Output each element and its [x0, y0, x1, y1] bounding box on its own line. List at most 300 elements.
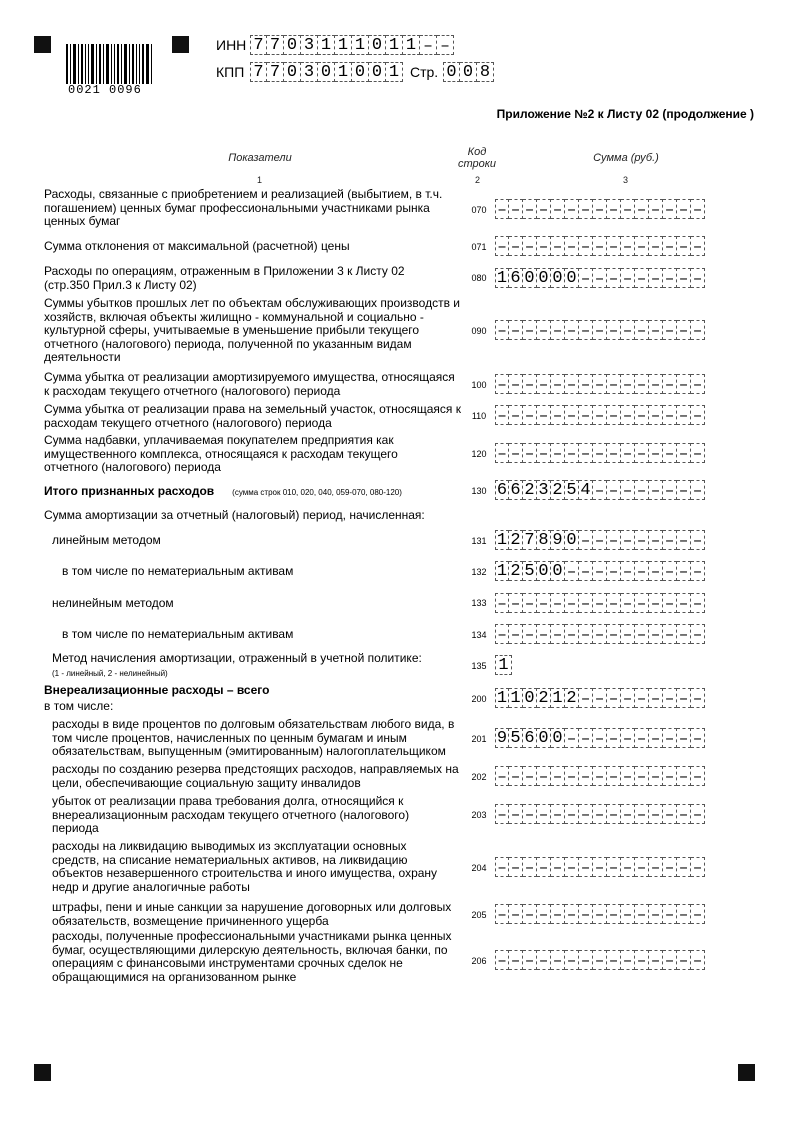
digit-cell[interactable]: – [649, 857, 663, 877]
digit-cell[interactable]: – [663, 950, 677, 970]
digit-cell[interactable]: – [523, 593, 537, 613]
digit-cell[interactable]: – [663, 561, 677, 581]
digit-cell[interactable]: – [551, 320, 565, 340]
amount-cells-134[interactable] [495, 624, 705, 644]
digit-cell[interactable]: – [677, 443, 691, 463]
digit-cell[interactable]: – [579, 236, 593, 256]
digit-cell[interactable]: – [607, 593, 621, 613]
digit-cell[interactable]: – [551, 374, 565, 394]
digit-cell[interactable]: – [537, 593, 551, 613]
digit-cell[interactable]: – [523, 443, 537, 463]
digit-cell[interactable]: – [495, 320, 509, 340]
digit-cell[interactable]: – [537, 804, 551, 824]
digit-cell[interactable]: – [677, 268, 691, 288]
digit-cell[interactable]: – [691, 728, 705, 748]
amount-cells-070[interactable] [495, 199, 705, 219]
digit-cell[interactable]: – [607, 950, 621, 970]
digit-cell[interactable]: – [565, 320, 579, 340]
digit-cell[interactable]: – [565, 593, 579, 613]
digit-cell[interactable]: – [537, 405, 551, 425]
digit-cell[interactable]: – [621, 320, 635, 340]
digit-cell[interactable]: 7 [267, 35, 284, 55]
digit-cell[interactable]: – [607, 688, 621, 708]
digit-cell[interactable]: 0 [369, 35, 386, 55]
digit-cell[interactable]: – [607, 624, 621, 644]
digit-cell[interactable]: – [579, 804, 593, 824]
digit-cell[interactable]: – [663, 904, 677, 924]
digit-cell[interactable]: – [509, 236, 523, 256]
digit-cell[interactable]: 1 [352, 35, 369, 55]
digit-cell[interactable]: – [677, 236, 691, 256]
digit-cell[interactable]: 0 [443, 62, 460, 82]
digit-cell[interactable]: – [635, 530, 649, 550]
digit-cell[interactable]: 2 [565, 688, 579, 708]
digit-cell[interactable]: – [649, 199, 663, 219]
digit-cell[interactable]: – [565, 443, 579, 463]
digit-cell[interactable]: – [649, 904, 663, 924]
digit-cell[interactable]: – [509, 405, 523, 425]
digit-cell[interactable]: – [565, 904, 579, 924]
digit-cell[interactable]: 5 [523, 561, 537, 581]
digit-cell[interactable]: – [635, 320, 649, 340]
digit-cell[interactable]: – [495, 950, 509, 970]
digit-cell[interactable]: – [677, 804, 691, 824]
digit-cell[interactable]: – [495, 593, 509, 613]
digit-cell[interactable]: – [649, 236, 663, 256]
digit-cell[interactable]: 0 [318, 62, 335, 82]
digit-cell[interactable]: – [635, 766, 649, 786]
digit-cell[interactable]: – [509, 593, 523, 613]
digit-cell[interactable]: 1 [386, 62, 403, 82]
amount-cells-201[interactable] [495, 728, 705, 748]
digit-cell[interactable]: – [579, 766, 593, 786]
digit-cell[interactable]: – [593, 443, 607, 463]
digit-cell[interactable]: 0 [537, 268, 551, 288]
amortization-method-cell[interactable] [495, 655, 512, 675]
digit-cell[interactable]: – [523, 624, 537, 644]
digit-cell[interactable]: 7 [250, 35, 267, 55]
digit-cell[interactable]: – [677, 480, 691, 500]
digit-cell[interactable]: – [663, 405, 677, 425]
digit-cell[interactable]: – [551, 950, 565, 970]
digit-cell[interactable]: – [495, 804, 509, 824]
digit-cell[interactable]: – [691, 320, 705, 340]
digit-cell[interactable]: – [565, 728, 579, 748]
digit-cell[interactable]: – [593, 804, 607, 824]
digit-cell[interactable]: – [677, 530, 691, 550]
digit-cell[interactable]: – [579, 904, 593, 924]
amount-cells-100[interactable] [495, 374, 705, 394]
digit-cell[interactable]: – [495, 443, 509, 463]
digit-cell[interactable]: – [691, 561, 705, 581]
digit-cell[interactable]: – [551, 405, 565, 425]
digit-cell[interactable]: – [677, 766, 691, 786]
digit-cell[interactable]: – [495, 766, 509, 786]
digit-cell[interactable]: – [677, 857, 691, 877]
digit-cell[interactable]: – [593, 728, 607, 748]
digit-cell[interactable]: – [649, 688, 663, 708]
digit-cell[interactable]: – [649, 950, 663, 970]
digit-cell[interactable]: – [691, 268, 705, 288]
amount-cells-202[interactable] [495, 766, 705, 786]
digit-cell[interactable]: – [509, 320, 523, 340]
digit-cell[interactable]: 1 [509, 688, 523, 708]
digit-cell[interactable]: – [607, 530, 621, 550]
digit-cell[interactable]: – [621, 593, 635, 613]
digit-cell[interactable]: – [593, 268, 607, 288]
digit-cell[interactable]: – [509, 766, 523, 786]
digit-cell[interactable]: – [635, 688, 649, 708]
digit-cell[interactable]: – [495, 624, 509, 644]
digit-cell[interactable]: 1 [335, 62, 352, 82]
amount-cells-200[interactable] [495, 688, 705, 708]
digit-cell[interactable]: – [677, 728, 691, 748]
digit-cell[interactable]: 2 [537, 688, 551, 708]
digit-cell[interactable]: – [649, 480, 663, 500]
digit-cell[interactable]: – [649, 374, 663, 394]
digit-cell[interactable]: – [607, 268, 621, 288]
digit-cell[interactable]: – [621, 374, 635, 394]
digit-cell[interactable]: – [635, 236, 649, 256]
digit-cell[interactable]: – [649, 405, 663, 425]
amount-cells-120[interactable] [495, 443, 705, 463]
digit-cell[interactable]: – [565, 766, 579, 786]
digit-cell[interactable]: – [565, 804, 579, 824]
digit-cell[interactable]: – [691, 236, 705, 256]
digit-cell[interactable]: 7 [523, 530, 537, 550]
digit-cell[interactable]: – [621, 480, 635, 500]
inn-cells[interactable] [250, 35, 454, 55]
digit-cell[interactable]: – [593, 405, 607, 425]
digit-cell[interactable]: – [691, 857, 705, 877]
amount-cells-130[interactable] [495, 480, 705, 500]
digit-cell[interactable]: 6 [509, 480, 523, 500]
digit-cell[interactable]: – [663, 268, 677, 288]
digit-cell[interactable]: – [621, 405, 635, 425]
digit-cell[interactable]: 0 [551, 728, 565, 748]
digit-cell[interactable]: – [551, 236, 565, 256]
digit-cell[interactable]: – [663, 728, 677, 748]
digit-cell[interactable]: – [677, 374, 691, 394]
digit-cell[interactable]: – [537, 766, 551, 786]
digit-cell[interactable]: – [593, 236, 607, 256]
digit-cell[interactable]: – [593, 766, 607, 786]
digit-cell[interactable]: – [663, 443, 677, 463]
digit-cell[interactable]: 0 [523, 268, 537, 288]
digit-cell[interactable]: – [663, 236, 677, 256]
amount-cells-110[interactable] [495, 405, 705, 425]
digit-cell[interactable]: – [649, 320, 663, 340]
digit-cell[interactable]: – [677, 904, 691, 924]
digit-cell[interactable]: – [565, 199, 579, 219]
digit-cell[interactable]: – [579, 405, 593, 425]
digit-cell[interactable]: – [579, 374, 593, 394]
digit-cell[interactable]: – [579, 199, 593, 219]
kpp-cells[interactable] [250, 62, 403, 82]
digit-cell[interactable]: – [635, 950, 649, 970]
digit-cell[interactable]: – [593, 530, 607, 550]
digit-cell[interactable]: 1 [496, 269, 508, 288]
digit-cell[interactable]: 8 [537, 530, 551, 550]
amount-cells-090[interactable] [495, 320, 705, 340]
amount-cells-204[interactable] [495, 857, 705, 877]
digit-cell[interactable]: – [495, 374, 509, 394]
digit-cell[interactable]: – [663, 624, 677, 644]
digit-cell[interactable]: – [677, 624, 691, 644]
digit-cell[interactable]: – [509, 374, 523, 394]
digit-cell[interactable]: – [691, 593, 705, 613]
digit-cell[interactable]: – [635, 728, 649, 748]
digit-cell[interactable]: 1 [551, 688, 565, 708]
digit-cell[interactable]: – [635, 561, 649, 581]
digit-cell[interactable]: – [607, 766, 621, 786]
digit-cell[interactable]: 1 [335, 35, 352, 55]
digit-cell[interactable]: 7 [267, 62, 284, 82]
digit-cell[interactable]: – [649, 593, 663, 613]
digit-cell[interactable]: – [663, 593, 677, 613]
digit-cell[interactable]: – [495, 405, 509, 425]
digit-cell[interactable]: – [537, 236, 551, 256]
digit-cell[interactable]: 0 [551, 268, 565, 288]
digit-cell[interactable]: – [635, 857, 649, 877]
digit-cell[interactable]: – [509, 443, 523, 463]
digit-cell[interactable]: – [607, 561, 621, 581]
digit-cell[interactable]: – [621, 857, 635, 877]
digit-cell[interactable]: – [635, 804, 649, 824]
digit-cell[interactable]: – [607, 804, 621, 824]
digit-cell[interactable]: – [607, 199, 621, 219]
digit-cell[interactable]: – [635, 374, 649, 394]
digit-cell[interactable]: – [635, 624, 649, 644]
amount-cells-133[interactable] [495, 593, 705, 613]
digit-cell[interactable]: 1 [496, 689, 508, 708]
digit-cell[interactable]: – [537, 950, 551, 970]
digit-cell[interactable]: – [663, 688, 677, 708]
digit-cell[interactable]: – [635, 593, 649, 613]
digit-cell[interactable]: – [495, 199, 509, 219]
digit-cell[interactable]: – [635, 268, 649, 288]
digit-cell[interactable]: – [621, 530, 635, 550]
digit-cell[interactable]: – [677, 561, 691, 581]
digit-cell[interactable]: – [565, 624, 579, 644]
digit-cell[interactable]: – [649, 804, 663, 824]
digit-cell[interactable]: – [537, 443, 551, 463]
digit-cell[interactable]: – [537, 199, 551, 219]
digit-cell[interactable]: – [649, 268, 663, 288]
digit-cell[interactable]: – [621, 624, 635, 644]
digit-cell[interactable]: – [593, 561, 607, 581]
digit-cell[interactable]: 0 [284, 35, 301, 55]
digit-cell[interactable]: – [579, 857, 593, 877]
digit-cell[interactable]: – [593, 688, 607, 708]
digit-cell[interactable]: – [579, 624, 593, 644]
digit-cell[interactable]: – [607, 728, 621, 748]
digit-cell[interactable]: – [593, 374, 607, 394]
digit-cell[interactable]: – [495, 236, 509, 256]
digit-cell[interactable]: – [509, 857, 523, 877]
amount-cells-080[interactable] [495, 268, 705, 288]
digit-cell[interactable]: 8 [477, 62, 494, 82]
amount-cells-132[interactable] [495, 561, 705, 581]
digit-cell[interactable]: 2 [523, 480, 537, 500]
digit-cell[interactable]: – [565, 950, 579, 970]
amount-cells-071[interactable] [495, 236, 705, 256]
digit-cell[interactable]: – [663, 480, 677, 500]
digit-cell[interactable]: – [691, 405, 705, 425]
digit-cell[interactable]: – [579, 561, 593, 581]
digit-cell[interactable]: – [649, 443, 663, 463]
digit-cell[interactable]: 2 [551, 480, 565, 500]
digit-cell[interactable]: – [691, 950, 705, 970]
digit-cell[interactable]: – [593, 624, 607, 644]
digit-cell[interactable]: – [649, 728, 663, 748]
digit-cell[interactable]: – [579, 593, 593, 613]
digit-cell[interactable]: – [677, 593, 691, 613]
digit-cell[interactable]: – [621, 268, 635, 288]
digit-cell[interactable]: – [565, 236, 579, 256]
digit-cell[interactable]: – [607, 904, 621, 924]
digit-cell[interactable]: – [523, 236, 537, 256]
digit-cell[interactable]: – [565, 857, 579, 877]
digit-cell[interactable]: 7 [250, 62, 267, 82]
digit-cell[interactable]: – [593, 480, 607, 500]
digit-cell[interactable]: – [509, 950, 523, 970]
digit-cell[interactable]: – [607, 320, 621, 340]
digit-cell[interactable]: – [593, 950, 607, 970]
digit-cell[interactable]: 2 [509, 530, 523, 550]
digit-cell[interactable]: – [495, 857, 509, 877]
digit-cell[interactable]: – [691, 443, 705, 463]
digit-cell[interactable]: – [537, 624, 551, 644]
digit-cell[interactable]: – [593, 320, 607, 340]
digit-cell[interactable]: – [551, 624, 565, 644]
digit-cell[interactable]: – [691, 530, 705, 550]
digit-cell[interactable]: – [509, 624, 523, 644]
digit-cell[interactable]: 9 [496, 729, 508, 748]
digit-cell[interactable]: 3 [537, 480, 551, 500]
digit-cell[interactable]: – [677, 320, 691, 340]
digit-cell[interactable]: 1 [318, 35, 335, 55]
digit-cell[interactable]: – [593, 593, 607, 613]
digit-cell[interactable]: 6 [496, 481, 508, 500]
digit-cell[interactable]: – [607, 443, 621, 463]
digit-cell[interactable]: – [621, 950, 635, 970]
digit-cell[interactable]: 9 [551, 530, 565, 550]
digit-cell[interactable]: – [523, 804, 537, 824]
digit-cell[interactable]: – [621, 236, 635, 256]
amount-cells-206[interactable] [495, 950, 705, 970]
digit-cell[interactable]: – [621, 728, 635, 748]
digit-cell[interactable]: – [691, 480, 705, 500]
digit-cell[interactable]: – [523, 857, 537, 877]
digit-cell[interactable]: – [677, 950, 691, 970]
digit-cell[interactable]: – [593, 857, 607, 877]
digit-cell[interactable]: – [607, 857, 621, 877]
digit-cell[interactable]: – [635, 480, 649, 500]
digit-cell[interactable]: – [677, 199, 691, 219]
digit-cell[interactable]: – [607, 405, 621, 425]
digit-cell[interactable]: – [691, 374, 705, 394]
digit-cell[interactable]: – [537, 904, 551, 924]
digit-cell[interactable]: – [621, 199, 635, 219]
digit-cell[interactable]: – [607, 480, 621, 500]
digit-cell[interactable]: 0 [537, 728, 551, 748]
digit-cell[interactable]: – [621, 804, 635, 824]
digit-cell[interactable]: – [649, 561, 663, 581]
digit-cell[interactable]: – [691, 624, 705, 644]
digit-cell[interactable]: 3 [301, 35, 318, 55]
digit-cell[interactable]: 1 [403, 35, 420, 55]
digit-cell[interactable]: 0 [460, 62, 477, 82]
digit-cell[interactable]: – [579, 320, 593, 340]
amount-cells-205[interactable] [495, 904, 705, 924]
digit-cell[interactable]: – [649, 530, 663, 550]
digit-cell[interactable]: 5 [509, 728, 523, 748]
digit-cell[interactable]: 1 [496, 531, 508, 550]
digit-cell[interactable]: – [677, 688, 691, 708]
digit-cell[interactable]: – [523, 320, 537, 340]
digit-cell[interactable]: – [420, 35, 437, 55]
digit-cell[interactable]: 0 [551, 561, 565, 581]
digit-cell[interactable]: – [551, 766, 565, 786]
digit-cell[interactable]: – [663, 857, 677, 877]
page-number-cells[interactable] [443, 62, 494, 82]
digit-cell[interactable]: – [537, 374, 551, 394]
digit-cell[interactable]: 0 [537, 561, 551, 581]
digit-cell[interactable]: – [621, 904, 635, 924]
digit-cell[interactable]: – [691, 804, 705, 824]
digit-cell[interactable]: – [551, 443, 565, 463]
digit-cell[interactable]: – [509, 804, 523, 824]
digit-cell[interactable]: – [523, 766, 537, 786]
amount-cells-131[interactable] [495, 530, 705, 550]
digit-cell[interactable]: – [537, 320, 551, 340]
digit-cell[interactable]: – [635, 904, 649, 924]
digit-cell[interactable]: – [691, 199, 705, 219]
digit-cell[interactable]: – [509, 199, 523, 219]
digit-cell[interactable]: – [537, 857, 551, 877]
digit-cell[interactable]: – [523, 405, 537, 425]
digit-cell[interactable]: 5 [565, 480, 579, 500]
digit-cell[interactable]: – [621, 766, 635, 786]
digit-cell[interactable]: – [551, 593, 565, 613]
digit-cell[interactable]: – [579, 530, 593, 550]
digit-cell[interactable]: 3 [301, 62, 318, 82]
digit-cell[interactable]: – [579, 443, 593, 463]
digit-cell[interactable]: 2 [509, 561, 523, 581]
digit-cell[interactable]: – [663, 766, 677, 786]
digit-cell[interactable]: – [551, 904, 565, 924]
amount-cells-203[interactable] [495, 804, 705, 824]
digit-cell[interactable]: – [495, 904, 509, 924]
digit-cell[interactable]: – [565, 374, 579, 394]
digit-cell[interactable]: – [621, 561, 635, 581]
digit-cell[interactable]: – [579, 688, 593, 708]
digit-cell[interactable]: 0 [352, 62, 369, 82]
digit-cell[interactable]: – [663, 199, 677, 219]
digit-cell[interactable]: 1 [495, 655, 512, 675]
digit-cell[interactable]: – [607, 374, 621, 394]
digit-cell[interactable]: – [551, 804, 565, 824]
digit-cell[interactable]: 4 [579, 480, 593, 500]
digit-cell[interactable]: – [635, 443, 649, 463]
digit-cell[interactable]: – [649, 766, 663, 786]
digit-cell[interactable]: 0 [565, 268, 579, 288]
digit-cell[interactable]: – [691, 688, 705, 708]
digit-cell[interactable]: – [663, 320, 677, 340]
digit-cell[interactable]: – [523, 199, 537, 219]
digit-cell[interactable]: – [565, 405, 579, 425]
